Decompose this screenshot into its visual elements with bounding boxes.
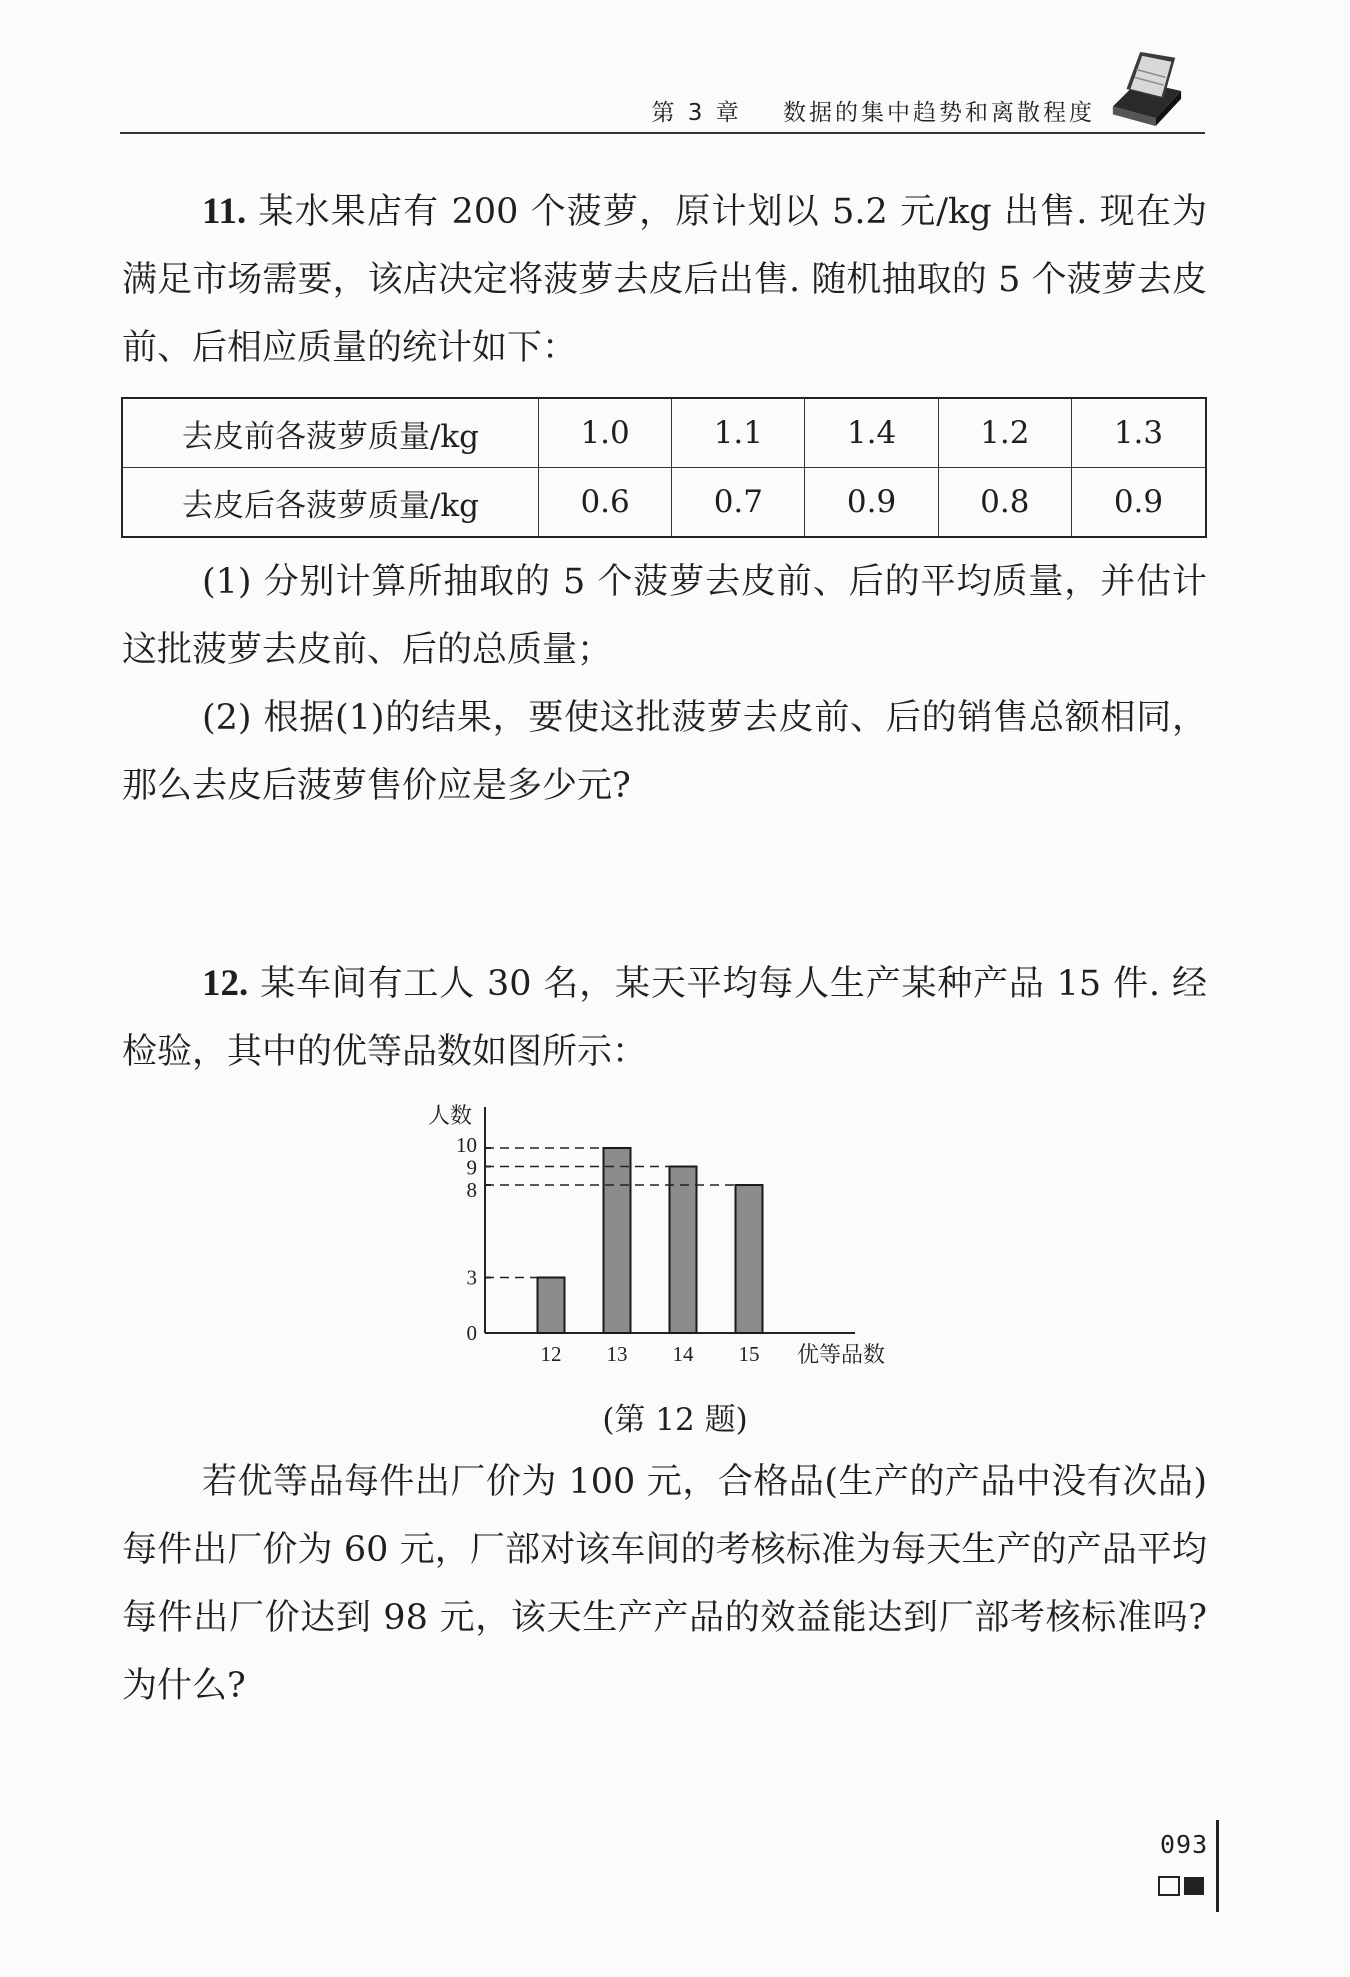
q11-part2: (2) 根据(1)的结果，要使这批菠萝去皮前、后的销售总额相同，那么去皮后菠萝售价应是多少元? [122, 698, 1207, 806]
table-row-header: 去皮后各菠萝质量/kg [122, 468, 539, 538]
q12-stem [122, 950, 1207, 1086]
q11-stem [122, 178, 1207, 382]
page-mark-icon [1158, 1875, 1208, 1897]
running-header [120, 88, 1205, 134]
table-cell: 1.2 [938, 398, 1071, 468]
book-icon [1107, 50, 1185, 128]
table-cell: 1.4 [805, 398, 938, 468]
y-tick-label: 3 [466, 1265, 477, 1290]
table-cell: 0.7 [672, 468, 805, 538]
y-tick-label: 9 [466, 1155, 477, 1180]
x-tick-label: 13 [606, 1342, 628, 1366]
table-cell: 1.0 [539, 398, 672, 468]
table-cell: 1.1 [672, 398, 805, 468]
q11-number: 11. [202, 191, 247, 232]
table-cell: 1.3 [1071, 398, 1206, 468]
page-number-divider [1216, 1820, 1219, 1912]
y-tick-label: 0 [466, 1321, 477, 1345]
y-tick-label: 10 [456, 1133, 477, 1157]
table-cell: 0.9 [1071, 468, 1206, 538]
y-axis-label: 人数 [427, 1104, 472, 1129]
chapter-label: 第 3 章 [651, 100, 742, 126]
q12-caption: (第 12 题) [602, 1402, 748, 1438]
x-tick-label: 15 [738, 1342, 760, 1366]
y-tick-label: 8 [466, 1178, 477, 1202]
q12-stem-text: 某车间有工人 30 名，某天平均每人生产某种产品 15 件. 经检验，其中的优等品数如图所示： [122, 964, 1207, 1072]
table-row [122, 468, 1206, 538]
bar [604, 1148, 631, 1333]
bar [538, 1278, 565, 1334]
bar [670, 1167, 697, 1334]
q11-part1: (1) 分别计算所抽取的 5 个菠萝去皮前、后的平均质量，并估计这批菠萝去皮前、后的总质量； [122, 562, 1207, 670]
table-row-header: 去皮前各菠萝质量/kg [122, 398, 539, 468]
table-cell: 0.8 [938, 468, 1071, 538]
x-axis-label: 优等品数 [797, 1343, 886, 1368]
header-text [651, 94, 1095, 127]
table-cell: 0.9 [805, 468, 938, 538]
x-tick-label: 14 [672, 1342, 694, 1366]
q12-bar-chart [410, 1095, 930, 1385]
table-cell: 0.6 [539, 468, 672, 538]
bar [736, 1185, 763, 1333]
q12-number: 12. [202, 963, 249, 1004]
q11-table [121, 397, 1207, 538]
table-row [122, 398, 1206, 468]
q12-body: 若优等品每件出厂价为 100 元，合格品(生产的产品中没有次品)每件出厂价为 60 元，厂部对该车间的考核标准为每天生产的产品平均每件出厂价达到 98 元，该天生产产品的效益能达到厂部考核标准吗? 为什么? [122, 1462, 1207, 1706]
x-tick-label: 12 [540, 1342, 562, 1366]
q11-stem-text: 某水果店有 200 个菠萝，原计划以 5.2 元/kg 出售. 现在为满足市场需要，该店决定将菠萝去皮后出售. 随机抽取的 5 个菠萝去皮前、后相应质量的统计如下： [122, 192, 1207, 368]
page-number: 093 [1160, 1830, 1209, 1859]
chapter-title: 数据的集中趋势和离散程度 [783, 100, 1095, 126]
